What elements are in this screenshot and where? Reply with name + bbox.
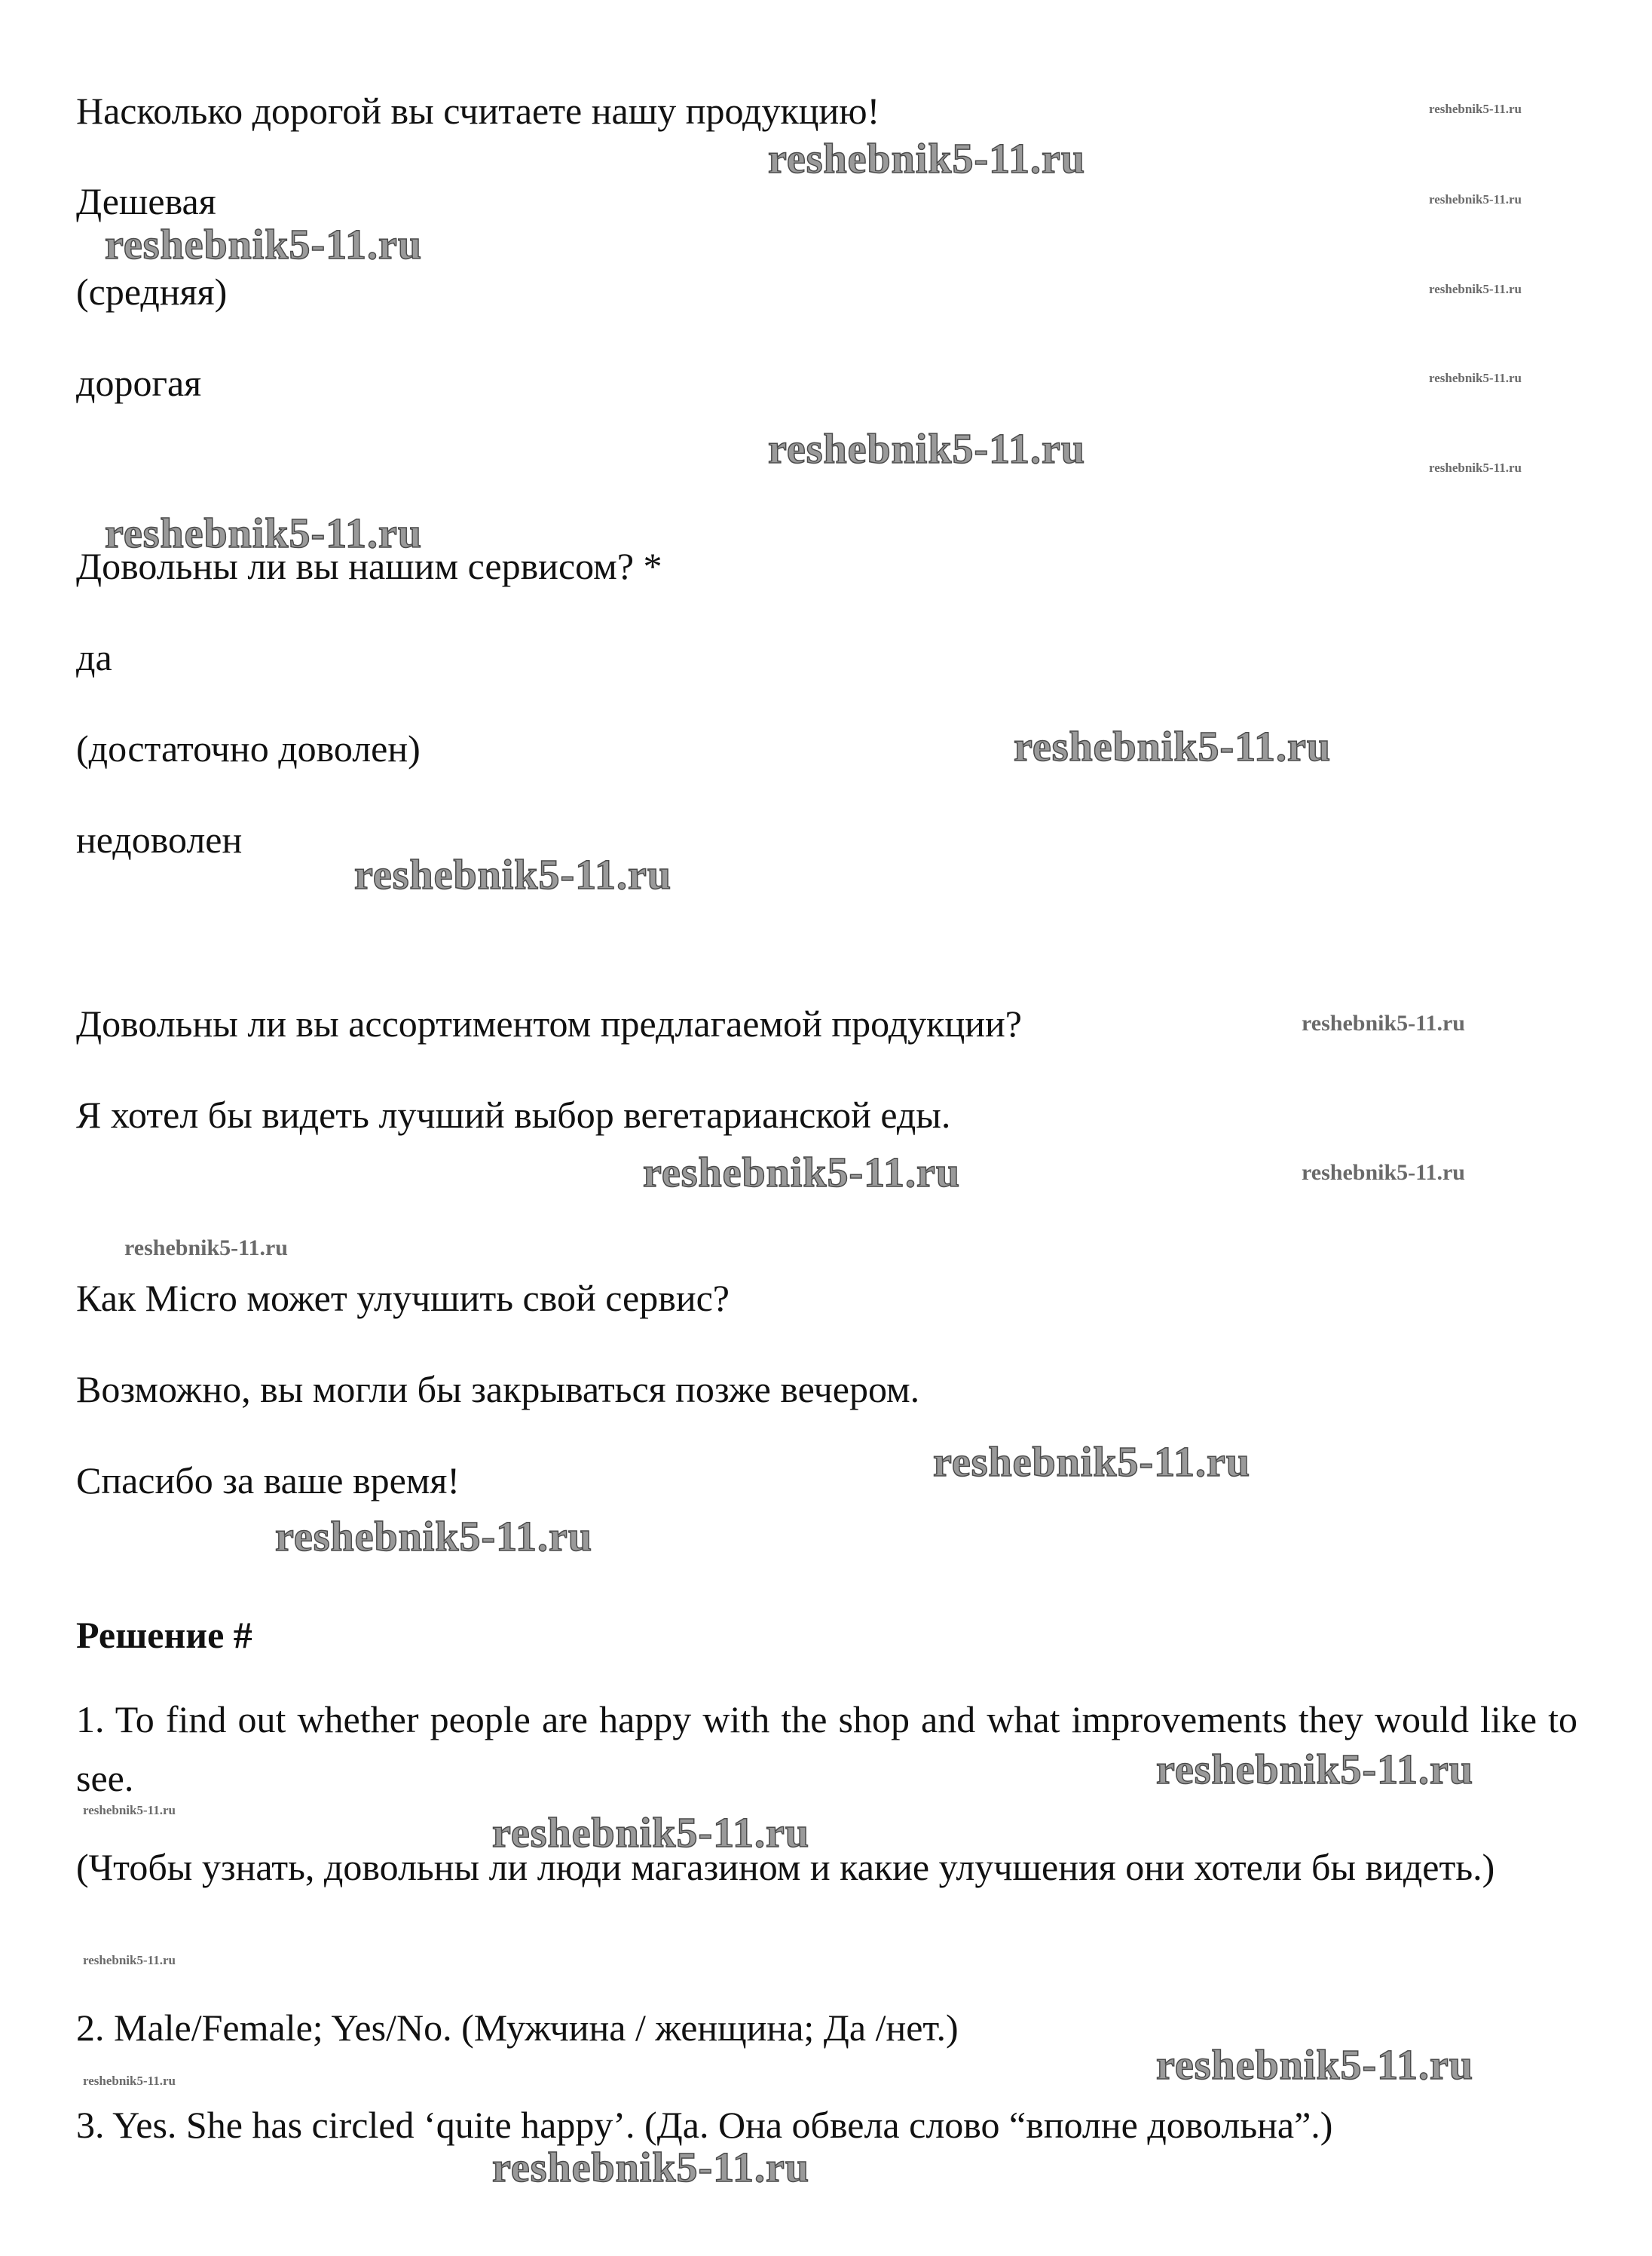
answer-improve: Возможно, вы могли бы закрываться позже вечером.	[76, 1368, 920, 1410]
solution-answer-3: 3. Yes. She has circled ‘quite happy’. (Да. Она обвела слово “вполне довольна”.)	[76, 2104, 1333, 2146]
price-option-cheap: Дешевая	[76, 180, 216, 222]
solution-answer-1-translation: (Чтобы узнать, довольны ли люди магазином и какие улучшения они хотели бы видеть.)	[76, 1846, 1495, 1888]
watermark-medium: reshebnik5-11.ru	[124, 1235, 288, 1260]
watermark-small: reshebnik5-11.ru	[1429, 371, 1522, 385]
watermark-large: reshebnik5-11.ru	[275, 1514, 593, 1560]
watermark-large: reshebnik5-11.ru	[105, 222, 423, 268]
question-service: Довольны ли вы нашим сервисом? *	[76, 545, 662, 587]
watermark-large: reshebnik5-11.ru	[492, 2144, 810, 2191]
watermark-small: reshebnik5-11.ru	[1429, 102, 1522, 116]
watermark-large: reshebnik5-11.ru	[1014, 724, 1332, 770]
answer-range: Я хотел бы видеть лучший выбор вегетарианской еды.	[76, 1094, 951, 1136]
solution-heading: Решение #	[76, 1614, 252, 1656]
service-option-yes: да	[76, 636, 112, 678]
service-option-unhappy: недоволен	[76, 819, 243, 861]
question-range: Довольны ли вы ассортиментом предлагаемой продукции?	[76, 1002, 1022, 1045]
watermark-large: reshebnik5-11.ru	[492, 1810, 810, 1857]
thanks-text: Спасибо за ваше время!	[76, 1459, 460, 1501]
watermark-small: reshebnik5-11.ru	[1429, 192, 1522, 207]
watermark-large: reshebnik5-11.ru	[933, 1439, 1251, 1486]
watermark-large: reshebnik5-11.ru	[354, 852, 672, 898]
watermark-large: reshebnik5-11.ru	[1156, 1746, 1474, 1793]
watermark-small: reshebnik5-11.ru	[1429, 282, 1522, 296]
question-price: Насколько дорогой вы считаете нашу продукцию!	[76, 90, 880, 132]
watermark-medium: reshebnik5-11.ru	[1302, 1160, 1465, 1185]
watermark-small: reshebnik5-11.ru	[83, 1953, 176, 1967]
question-improve: Как Micro может улучшить свой сервис?	[76, 1277, 730, 1319]
watermark-large: reshebnik5-11.ru	[105, 510, 423, 557]
watermark-large: reshebnik5-11.ru	[643, 1149, 961, 1196]
price-option-average: (средняя)	[76, 271, 228, 313]
solution-answer-1: 1. To find out whether people are happy with the shop and what improvements they would like to see.	[76, 1698, 1577, 1799]
solution-answer-2: 2. Male/Female; Yes/No. (Мужчина / женщина; Да /нет.)	[76, 2007, 959, 2049]
service-option-quite-happy: (достаточно доволен)	[76, 727, 421, 770]
watermark-large: reshebnik5-11.ru	[768, 426, 1086, 473]
watermark-small: reshebnik5-11.ru	[83, 2074, 176, 2088]
watermark-medium: reshebnik5-11.ru	[1302, 1011, 1465, 1036]
watermark-small: reshebnik5-11.ru	[1429, 461, 1522, 475]
watermark-large: reshebnik5-11.ru	[1156, 2042, 1474, 2089]
watermark-large: reshebnik5-11.ru	[768, 136, 1086, 182]
price-option-expensive: дорогая	[76, 362, 202, 404]
watermark-small: reshebnik5-11.ru	[83, 1803, 176, 1817]
